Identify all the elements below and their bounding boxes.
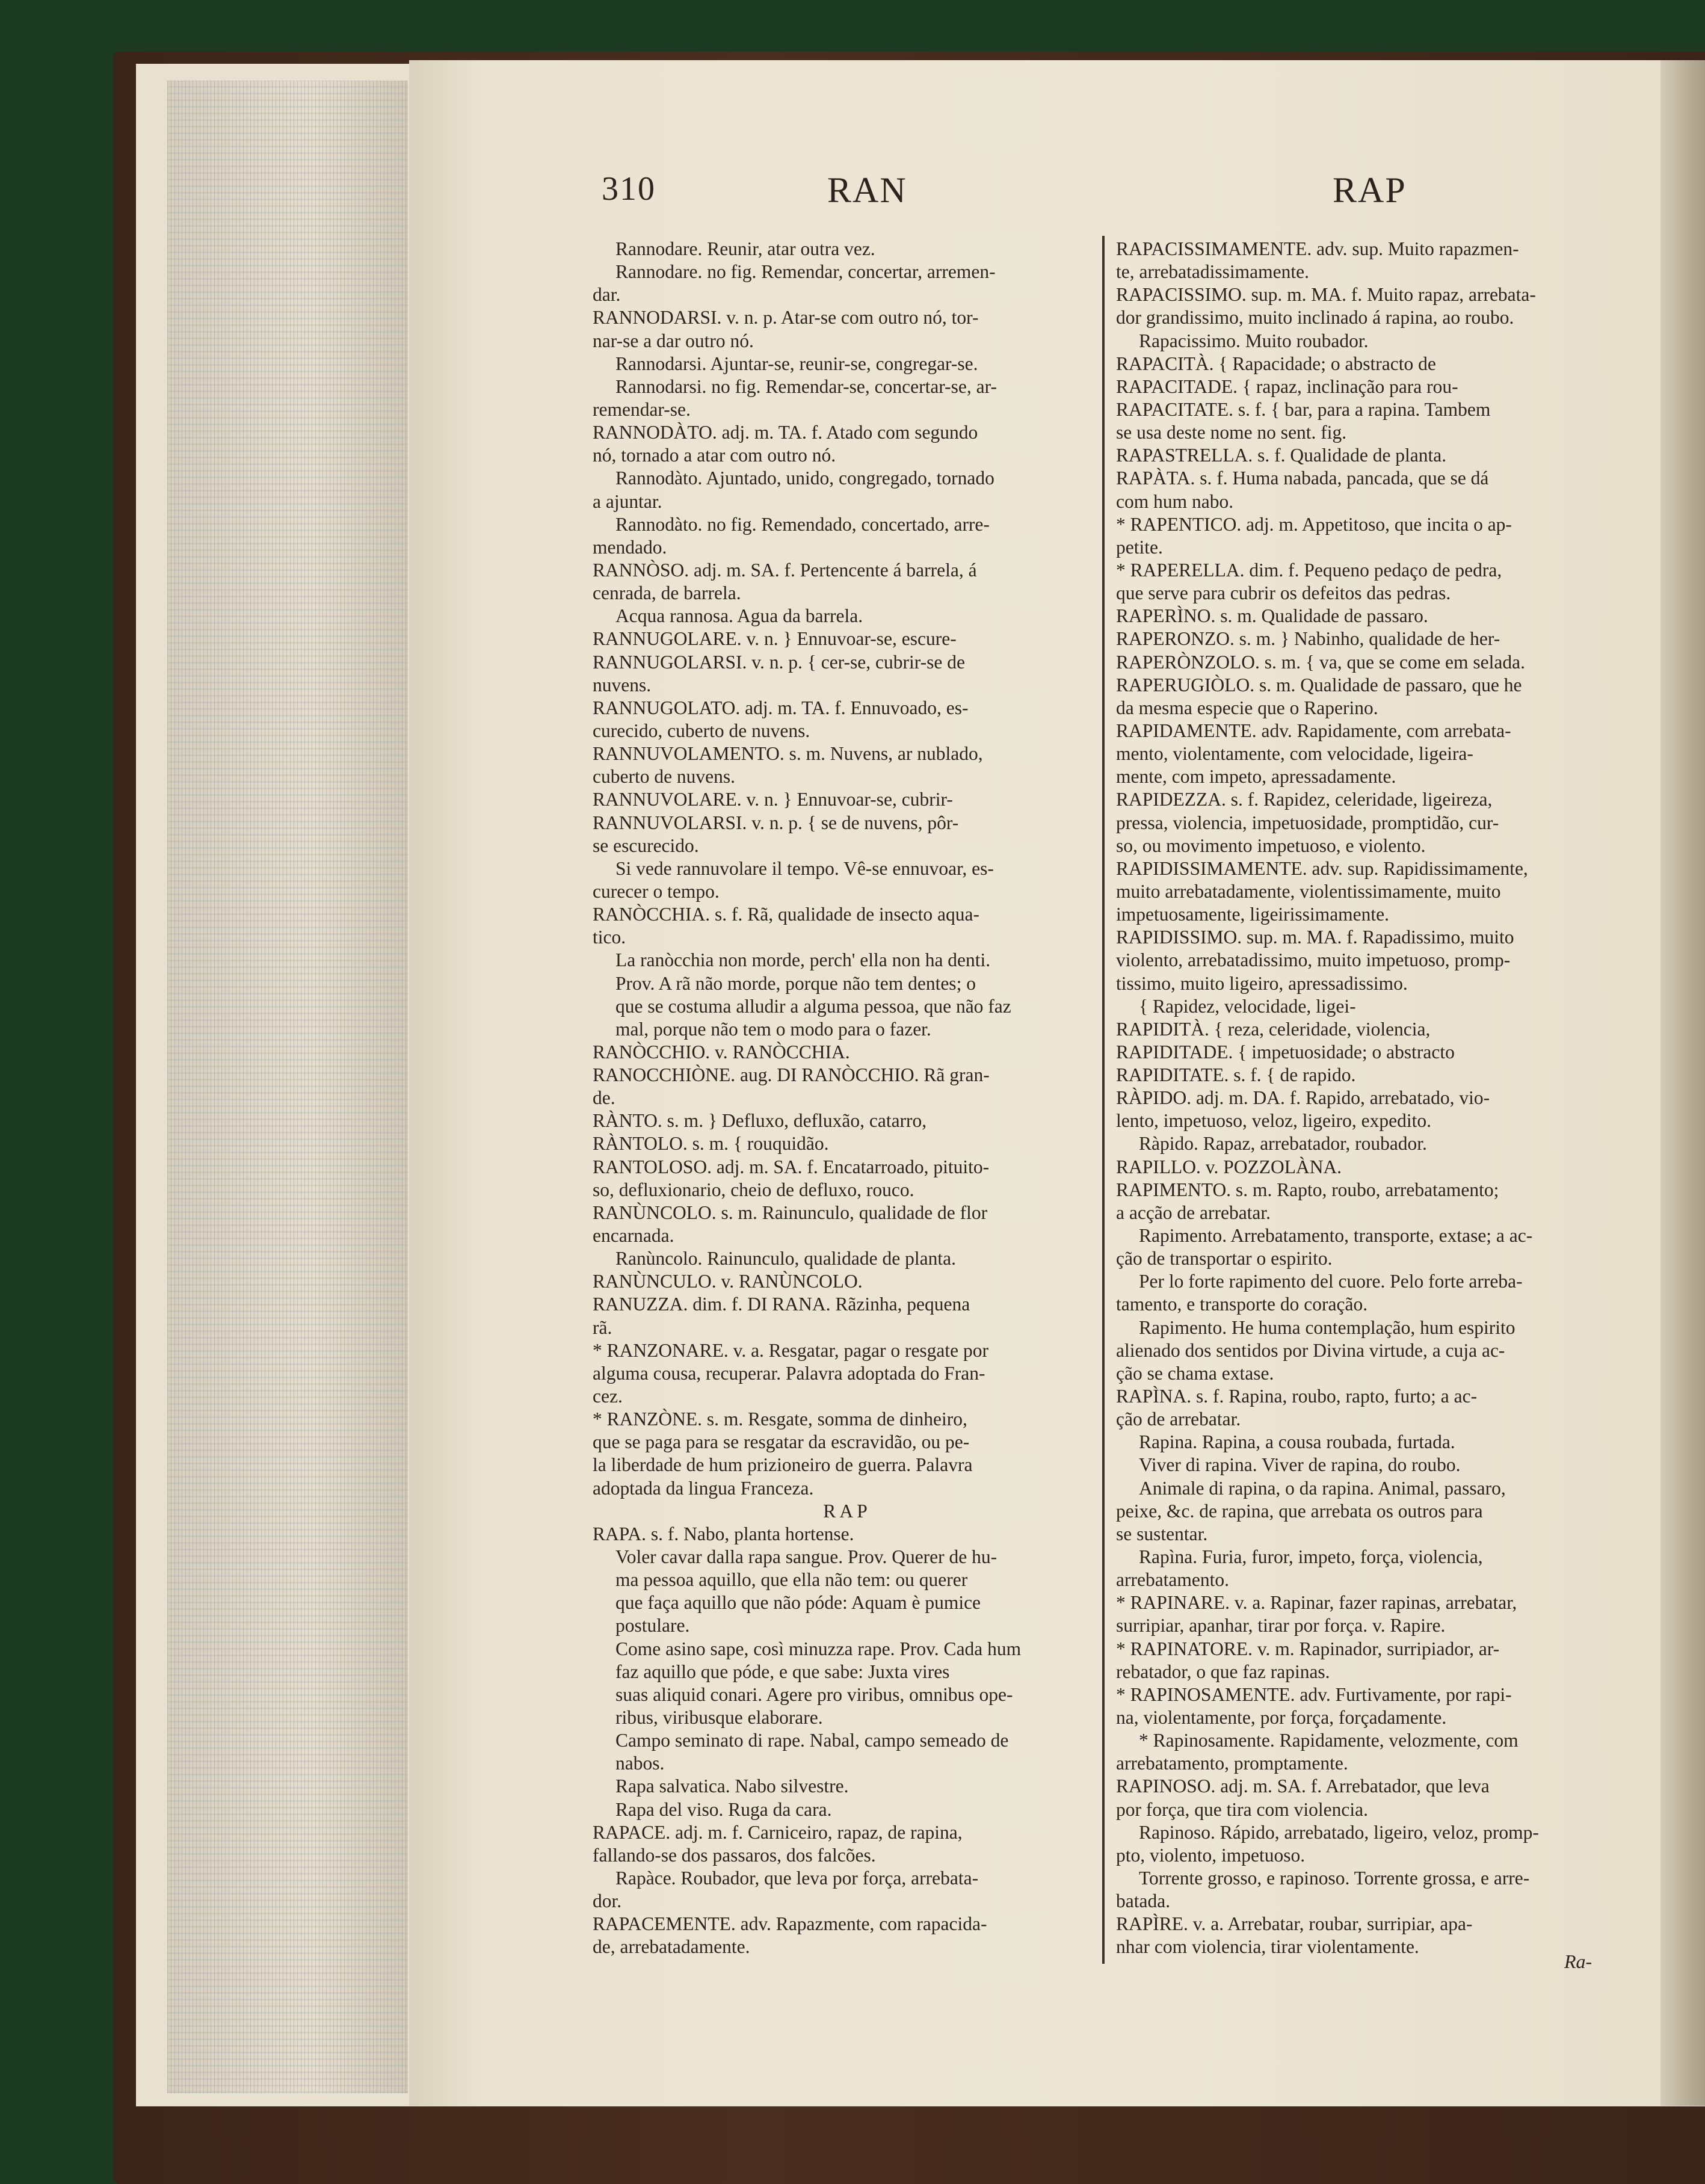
dictionary-line: Acqua rannosa. Agua da barrela. <box>615 605 863 627</box>
dictionary-line: Viver di rapina. Viver de rapina, do roubo. <box>1139 1454 1461 1476</box>
column-divider <box>1102 236 1105 1964</box>
dictionary-line: RAPERUGIÒLO. s. m. Qualidade de passaro, que he <box>1116 674 1522 696</box>
dictionary-line: de. <box>593 1087 615 1109</box>
dictionary-line: RAPERONZO. s. m. } Nabinho, qualidade de her- <box>1116 628 1500 650</box>
dictionary-line: RANNODARSI. v. n. p. Atar-se com outro nó, tor- <box>593 307 979 329</box>
page-number: 310 <box>602 170 656 208</box>
dictionary-line: da mesma especie que o Raperino. <box>1116 697 1378 718</box>
dictionary-line: RÀNTO. s. m. } Defluxo, defluxão, catarro, <box>593 1110 927 1132</box>
dictionary-line: Rannodarsi. Ajuntar-se, reunir-se, congregar-se. <box>615 353 978 374</box>
dictionary-line: te, arrebatadissimamente. <box>1116 261 1309 283</box>
dictionary-line: pressa, violencia, impetuosidade, promptidão, cur- <box>1116 812 1499 833</box>
dictionary-line: RAPIDITATE. s. f. { de rapido. <box>1116 1064 1356 1086</box>
dictionary-line: Rapàce. Roubador, que leva por força, arrebata- <box>615 1867 979 1889</box>
dictionary-line: RAPASTRELLA. s. f. Qualidade de planta. <box>1116 445 1447 466</box>
dictionary-line: Rannodàto. no fig. Remendado, concertado, arre- <box>615 513 990 535</box>
dictionary-line: batada. <box>1116 1890 1171 1912</box>
dictionary-line: * RAPINARE. v. a. Rapinar, fazer rapinas, arrebatar, <box>1116 1592 1517 1614</box>
dictionary-line: faz aquillo que póde, e que sabe: Juxta vires <box>615 1661 950 1682</box>
dictionary-line: { Rapidez, velocidade, ligei- <box>1139 995 1356 1017</box>
dictionary-line: RAPIDISSIMO. sup. m. MA. f. Rapadissimo, muito <box>1116 927 1514 948</box>
dictionary-line: RANÙNCULO. v. RANÙNCOLO. <box>593 1271 863 1292</box>
dictionary-line: * RAPINOSAMENTE. adv. Furtivamente, por rapi- <box>1116 1683 1512 1705</box>
dictionary-line: se escurecido. <box>593 834 699 856</box>
dictionary-line: RANNUGOLATO. adj. m. TA. f. Ennuvoado, es- <box>593 697 969 718</box>
dictionary-line: rã. <box>593 1316 612 1338</box>
dictionary-line: tico. <box>593 927 626 948</box>
dictionary-line: RANNUGOLARE. v. n. } Ennuvoar-se, escure- <box>593 628 957 650</box>
dictionary-line: tamento, e transporte do coração. <box>1116 1294 1368 1315</box>
dictionary-line: RAPERÒNZOLO. s. m. { va, que se come em selada. <box>1116 651 1525 673</box>
dictionary-line: nuvens. <box>593 674 652 696</box>
dictionary-line: * RANZONARE. v. a. Resgatar, pagar o resgate por <box>593 1339 989 1361</box>
dictionary-line: Ràpido. Rapaz, arrebatador, roubador. <box>1139 1133 1427 1155</box>
facing-page-gutter <box>1660 60 1705 2106</box>
catchword: Ra- <box>1564 1951 1592 1972</box>
dictionary-line: tissimo, muito ligeiro, apressadissimo. <box>1116 972 1408 994</box>
dictionary-line: com hum nabo. <box>1116 490 1234 512</box>
dictionary-line: Rannodare. no fig. Remendar, concertar, arremen- <box>615 261 996 283</box>
dictionary-line: se usa deste nome no sent. fig. <box>1116 422 1347 443</box>
dictionary-line: fallando-se dos passaros, dos falcões. <box>593 1844 876 1866</box>
dictionary-line: so, defluxionario, cheio de defluxo, rouco. <box>593 1179 914 1200</box>
dictionary-line: alguma cousa, recuperar. Palavra adoptada do Fran- <box>593 1362 985 1384</box>
dictionary-line: La ranòcchia non morde, perch' ella non ha denti. <box>615 949 991 971</box>
dictionary-line: * RAPERELLA. dim. f. Pequeno pedaço de pedra, <box>1116 559 1502 581</box>
dictionary-line: la liberdade de hum prizioneiro de guerra. Palavra <box>593 1454 973 1476</box>
dictionary-line: RAPINOSO. adj. m. SA. f. Arrebatador, que leva <box>1116 1775 1490 1797</box>
dictionary-line: RAPIDISSIMAMENTE. adv. sup. Rapidissimamente, <box>1116 857 1528 879</box>
dictionary-line: muito arrebatadamente, violentissimamente, muito <box>1116 880 1501 902</box>
dictionary-line: mendado. <box>593 536 667 558</box>
dictionary-line: so, ou movimento impetuoso, e violento. <box>1116 834 1426 856</box>
dictionary-line: RANNUVOLARE. v. n. } Ennuvoar-se, cubrir- <box>593 789 953 810</box>
dictionary-line: ção de arrebatar. <box>1116 1408 1241 1430</box>
dictionary-line: RANÒCCHIA. s. f. Rã, qualidade de insecto aqua- <box>593 904 979 925</box>
dictionary-line: arrebatamento. <box>1116 1569 1230 1591</box>
dictionary-line: violento, arrebatadissimo, muito impetuoso, promp- <box>1116 949 1511 971</box>
dictionary-line: por força, que tira com violencia. <box>1116 1798 1368 1820</box>
dictionary-line: Rapimento. He huma contemplação, hum espirito <box>1139 1316 1515 1338</box>
dictionary-line: ção de transportar o espirito. <box>1116 1248 1333 1269</box>
dictionary-line: postulare. <box>615 1615 690 1636</box>
dictionary-line: Rapina. Rapina, a cousa roubada, furtada. <box>1139 1431 1455 1453</box>
dictionary-line: Campo seminato di rape. Nabal, campo semeado de <box>615 1730 1009 1751</box>
dictionary-line: nhar com violencia, tirar violentamente. <box>1116 1936 1419 1958</box>
dictionary-line: Per lo forte rapimento del cuore. Pelo forte arreba- <box>1139 1271 1523 1292</box>
dictionary-line: surripiar, apanhar, tirar por força. v. Rapire. <box>1116 1615 1446 1636</box>
dictionary-line: nar-se a dar outro nó. <box>593 330 754 351</box>
dictionary-line: RÀPIDO. adj. m. DA. f. Rapido, arrebatado, vio- <box>1116 1087 1490 1109</box>
dictionary-line: que se costuma alludir a alguma pessoa, que não faz <box>615 995 1011 1017</box>
dictionary-line: Torrente grosso, e rapinoso. Torrente grossa, e arre- <box>1139 1867 1530 1889</box>
dictionary-line: Rapa salvatica. Nabo silvestre. <box>615 1775 849 1797</box>
dictionary-line: impetuosamente, ligeirissimamente. <box>1116 904 1390 925</box>
dictionary-line: RAPACITATE. s. f. { bar, para a rapina. Tambem <box>1116 398 1491 420</box>
dictionary-line: mal, porque não tem o modo para o fazer. <box>615 1018 931 1040</box>
dictionary-line: mento, violentamente, com velocidade, ligeira- <box>1116 743 1473 765</box>
dictionary-line: a ajuntar. <box>593 490 662 512</box>
dictionary-line: RAPÌNA. s. f. Rapina, roubo, rapto, furto; a ac- <box>1116 1386 1478 1407</box>
dictionary-line: alienado dos sentidos por Divina virtude, a cuja ac- <box>1116 1339 1505 1361</box>
dictionary-line: RAPIDEZZA. s. f. Rapidez, celeridade, ligeireza, <box>1116 789 1493 810</box>
running-head-right: RAP <box>1333 170 1407 210</box>
dictionary-line: RANNUGOLARSI. v. n. p. { cer-se, cubrir-se de <box>593 651 965 673</box>
right-column <box>1116 238 1603 1959</box>
dictionary-line: RAPA. s. f. Nabo, planta hortense. <box>593 1523 854 1544</box>
dictionary-line: Rapimento. Arrebatamento, transporte, extase; a ac- <box>1139 1225 1533 1247</box>
dictionary-line: RAPIMENTO. s. m. Rapto, roubo, arrebatamento; <box>1116 1179 1499 1200</box>
dictionary-line: ção se chama extase. <box>1116 1362 1274 1384</box>
dictionary-line: suas aliquid conari. Agere pro viribus, omnibus ope- <box>615 1683 1013 1705</box>
dictionary-line: adoptada da lingua Franceza. <box>593 1477 814 1499</box>
dictionary-line: se sustentar. <box>1116 1523 1208 1544</box>
dictionary-line: RANNODÀTO. adj. m. TA. f. Atado com segundo <box>593 422 978 443</box>
dictionary-line: dor. <box>593 1890 622 1912</box>
dictionary-line: RAPACEMENTE. adv. Rapazmente, com rapacida- <box>593 1913 987 1935</box>
dictionary-line: ribus, viribusque elaborare. <box>615 1707 823 1728</box>
dictionary-line: ma pessoa aquillo, que ella não tem: ou querer <box>615 1569 968 1591</box>
dictionary-line: cuberto de nuvens. <box>593 766 736 788</box>
dictionary-line: RANTOLOSO. adj. m. SA. f. Encatarroado, pituito- <box>593 1156 990 1177</box>
dictionary-line: Si vede rannuvolare il tempo. Vê-se ennuvoar, es- <box>615 857 994 879</box>
dictionary-line: * RAPINATORE. v. m. Rapinador, surripiador, ar- <box>1116 1638 1500 1659</box>
dictionary-line: Voler cavar dalla rapa sangue. Prov. Querer de hu- <box>615 1546 997 1568</box>
dictionary-line: curecer o tempo. <box>593 880 720 902</box>
dictionary-line: a acção de arrebatar. <box>1116 1202 1271 1223</box>
dictionary-line: Rapacissimo. Muito roubador. <box>1139 330 1369 351</box>
dictionary-line: RANÒCCHIO. v. RANÒCCHIA. <box>593 1041 850 1063</box>
dictionary-line: nó, tornado a atar com outro nó. <box>593 445 836 466</box>
dictionary-line: RAPIDAMENTE. adv. Rapidamente, com arrebata- <box>1116 720 1511 741</box>
dictionary-line: RANNUVOLARSI. v. n. p. { se de nuvens, pôr- <box>593 812 959 833</box>
dictionary-line: RAPACITADE. { rapaz, inclinação para rou- <box>1116 375 1458 397</box>
dictionary-line: de, arrebatadamente. <box>593 1936 750 1958</box>
dictionary-line: nabos. <box>615 1753 665 1774</box>
dictionary-line: RAPIDITÀ. { reza, celeridade, violencia, <box>1116 1018 1431 1040</box>
dictionary-line: lento, impetuoso, veloz, ligeiro, expedito. <box>1116 1110 1432 1132</box>
dictionary-line: * Rapinosamente. Rapidamente, velozmente, com <box>1139 1730 1518 1751</box>
dictionary-line: Rapìna. Furia, furor, impeto, força, violencia, <box>1139 1546 1483 1568</box>
dictionary-line: arrebatamento, promptamente. <box>1116 1753 1348 1774</box>
left-column <box>593 238 1098 1959</box>
dictionary-line: RAPACE. adj. m. f. Carniceiro, rapaz, de rapina, <box>593 1821 963 1843</box>
dictionary-line: que serve para cubrir os defeitos das pedras. <box>1116 582 1451 604</box>
dictionary-line: dor grandissimo, muito inclinado á rapina, ao roubo. <box>1116 307 1514 329</box>
dictionary-line: Rannodàto. Ajuntado, unido, congregado, tornado <box>615 467 994 489</box>
dictionary-line: * RANZÒNE. s. m. Resgate, somma de dinheiro, <box>593 1408 967 1430</box>
dictionary-line: Prov. A rã não morde, porque não tem dentes; o <box>615 972 976 994</box>
dictionary-line: cenrada, de barrela. <box>593 582 741 604</box>
dictionary-line: RAPILLO. v. POZZOLÀNA. <box>1116 1156 1342 1177</box>
dictionary-line: RAPACITÀ. { Rapacidade; o abstracto de <box>1116 353 1436 374</box>
dictionary-line: RANOCCHIÒNE. aug. DI RANÒCCHIO. Rã gran- <box>593 1064 990 1086</box>
dictionary-line: peixe, &c. de rapina, que arrebata os outros para <box>1116 1500 1483 1522</box>
dictionary-line: mente, com impeto, apressadamente. <box>1116 766 1396 788</box>
dictionary-line: Rannodarsi. no fig. Remendar-se, concertar-se, ar- <box>615 375 997 397</box>
running-head-left: RAN <box>827 170 907 210</box>
dictionary-line: Ranùncolo. Rainunculo, qualidade de planta. <box>615 1248 956 1269</box>
dictionary-line: pto, violento, impetuoso. <box>1116 1844 1306 1866</box>
dictionary-line: que faça aquillo que não póde: Aquam è pumice <box>615 1592 981 1614</box>
dictionary-line: Animale di rapina, o da rapina. Animal, passaro, <box>1139 1477 1506 1499</box>
dictionary-line: RANNUVOLAMENTO. s. m. Nuvens, ar nublado, <box>593 743 983 765</box>
dictionary-line: RAPERÌNO. s. m. Qualidade de passaro. <box>1116 605 1428 627</box>
dictionary-line: na, violentamente, por força, forçadamente. <box>1116 1707 1447 1728</box>
dictionary-line: remendar-se. <box>593 398 691 420</box>
dictionary-line: RANÙNCOLO. s. m. Rainunculo, qualidade de flor <box>593 1202 988 1223</box>
dictionary-line: * RAPENTICO. adj. m. Appetitoso, que incita o ap- <box>1116 513 1512 535</box>
page-edges <box>167 81 408 2093</box>
dictionary-line: Come asino sape, così minuzza rape. Prov. Cada hum <box>615 1638 1022 1659</box>
dictionary-line: dar. <box>593 284 621 306</box>
dictionary-line: RAPACISSIMO. sup. m. MA. f. Muito rapaz, arrebata- <box>1116 284 1536 306</box>
dictionary-line: Rannodare. Reunir, atar outra vez. <box>615 238 875 259</box>
dictionary-line: RAPIDITADE. { impetuosidade; o abstracto <box>1116 1041 1455 1063</box>
dictionary-line: Rapa del viso. Ruga da cara. <box>615 1798 832 1820</box>
dictionary-line: RANNÒSO. adj. m. SA. f. Pertencente á barrela, á <box>593 559 977 581</box>
dictionary-line: que se paga para se resgatar da escravidão, ou pe- <box>593 1431 970 1453</box>
dictionary-line: cez. <box>593 1386 623 1407</box>
dictionary-line: RANUZZA. dim. f. DI RANA. Rãzinha, pequena <box>593 1294 970 1315</box>
dictionary-line: rebatador, o que faz rapinas. <box>1116 1661 1330 1682</box>
dictionary-line: petite. <box>1116 536 1163 558</box>
dictionary-line: Rapinoso. Rápido, arrebatado, ligeiro, veloz, promp- <box>1139 1821 1539 1843</box>
dictionary-line: R A P <box>823 1500 868 1522</box>
dictionary-line: RAPÌRE. v. a. Arrebatar, roubar, surripiar, apa- <box>1116 1913 1473 1935</box>
dictionary-line: RAPÀTA. s. f. Huma nabada, pancada, que se dá <box>1116 467 1489 489</box>
dictionary-line: RÀNTOLO. s. m. { rouquidão. <box>593 1133 829 1155</box>
dictionary-line: curecido, cuberto de nuvens. <box>593 720 810 741</box>
dictionary-line: encarnada. <box>593 1225 674 1247</box>
dictionary-line: RAPACISSIMAMENTE. adv. sup. Muito rapazmen- <box>1116 238 1519 259</box>
